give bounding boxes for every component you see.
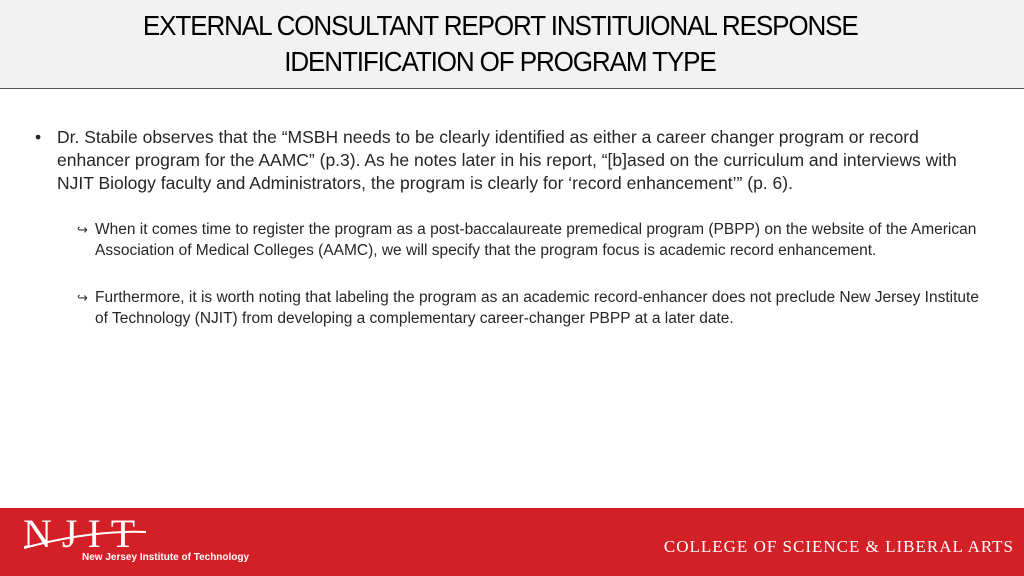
sub-bullet-1 — [77, 219, 995, 261]
slide-content — [35, 126, 995, 329]
main-bullet-text: Dr. Stabile observes that the “MSBH needs to be clearly identified as either a career changer program or record enhancer program for the AAMC” (p.3). As he notes later in his report, “[b]ased on the curriculum and interviews with NJIT Biology faculty and Administrators, the program is clearly for ‘record enhancement’” (p. 6). — [57, 127, 957, 193]
slide-title-line-2: IDENTIFICATION OF PROGRAM TYPE — [284, 46, 716, 77]
njit-logo: NJIT — [23, 511, 146, 556]
arrow-icon: ↪ — [77, 222, 88, 237]
logo-subtitle: New Jersey Institute of Technology — [82, 552, 250, 563]
sub-bullet-text: When it comes time to register the program as a post-baccalaureate premedical program (PBPP) on the website of the American Association of Medical Colleges (AAMC), we will specify that the program focus is academic record enhancement. — [95, 221, 977, 259]
sub-bullet-2 — [77, 287, 995, 329]
bullet-marker: • — [35, 127, 42, 147]
arrow-icon: ↪ — [77, 290, 88, 305]
footer-bar — [0, 508, 1024, 576]
title-bar — [0, 0, 1024, 89]
college-name: COLLEGE OF SCIENCE & LIBERAL ARTS — [663, 537, 1014, 556]
main-bullet — [35, 126, 995, 195]
slide-title-line-1: EXTERNAL CONSULTANT REPORT INSTITUIONAL RESPONSE — [142, 10, 858, 41]
sub-bullet-text: Furthermore, it is worth noting that labeling the program as an academic record-enhancer does not preclude New Jersey Institute of Technology (NJIT) from developing a complementary career-changer PBPP at a later date. — [95, 289, 979, 327]
